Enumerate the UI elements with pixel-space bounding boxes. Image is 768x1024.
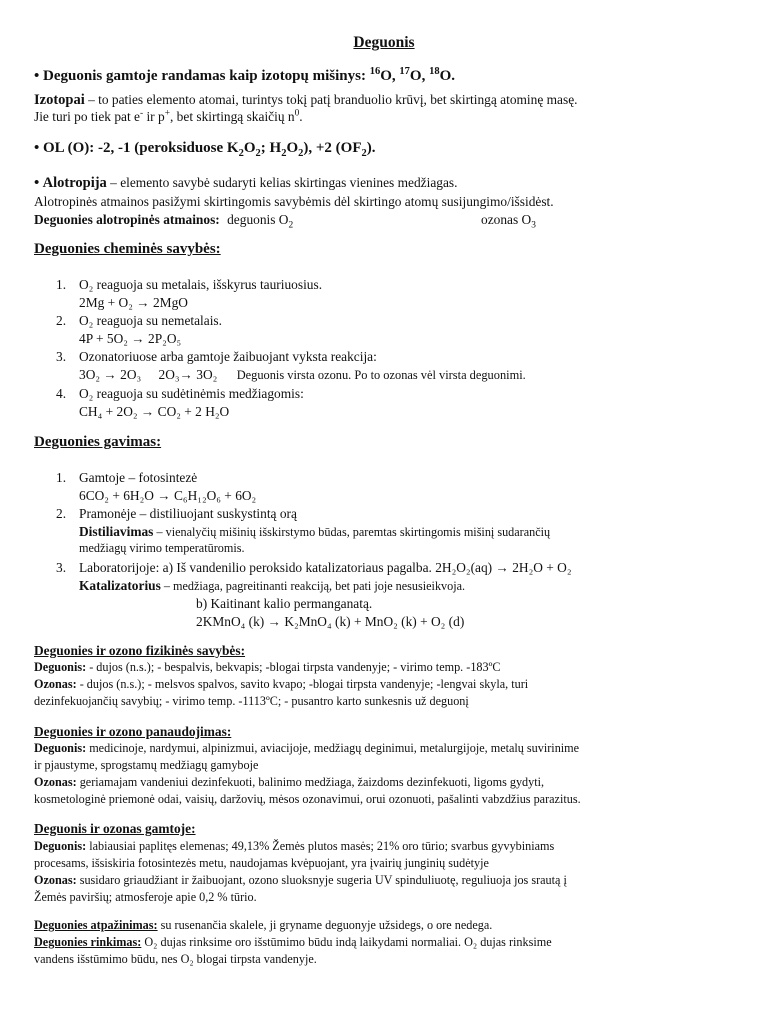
label: Ozonas: xyxy=(34,775,77,789)
sub: 2 xyxy=(255,148,261,159)
sup: - xyxy=(139,108,144,119)
isotope-mass: 18 xyxy=(429,66,440,77)
term: Alotropija xyxy=(42,175,107,191)
list-number: 4. xyxy=(56,386,67,401)
text: ). xyxy=(366,140,376,156)
usage-ozone-line xyxy=(34,776,544,788)
text: medicinoje, nardymui, alpinizmui, aviacijoje, medžiagų deginimui, metalurgijoje, metalų suvirinime xyxy=(86,741,580,755)
physical-ozone-line2: dezinfekuojančių savybių; - virimo temp. -1113ºC; - pusantro karto sunkesnis už deguonį xyxy=(34,694,469,708)
text: labiausiai paplitęs elemenas; 49,13% Žemės plutos masės; 21% oro tūrio; svarbus gyvybiniams xyxy=(86,839,555,853)
isotope-symbol: O xyxy=(380,68,392,84)
bullet-icon: • xyxy=(34,140,40,156)
isotopes-lead: Deguonis gamtoje randamas kaip izotopų mišinys: xyxy=(43,68,366,84)
list-number: 1. xyxy=(56,470,67,485)
recognition-line xyxy=(34,919,492,931)
equation-line xyxy=(79,368,526,381)
bullet-icon: • xyxy=(34,175,40,191)
equation: 4P + 5O₂ → 2P₂O₅ xyxy=(79,331,182,346)
page-title: Deguonis xyxy=(353,34,415,51)
sub: 3 xyxy=(531,220,536,231)
collection-line xyxy=(34,936,552,948)
equation: CH₄ + 2O₂ → CO₂ + 2 H₂O xyxy=(79,404,230,419)
bullet-icon: • xyxy=(34,68,40,84)
label: Deguonies atpažinimas: xyxy=(34,918,158,932)
text: - dujos (n.s.); - bespalvis, bekvapis; -blogai tirpsta vandenyje; - virimo temp. -183ºC xyxy=(86,660,501,674)
term: Distiliavimas xyxy=(79,524,154,539)
alotropic-forms-line xyxy=(34,212,536,231)
list-item: Ozonatoriuose arba gamtoje žaibuojant vyksta reakcija: xyxy=(79,349,377,364)
sub: 2 xyxy=(298,148,304,159)
section-heading-nature: Deguonis ir ozonas gamtoje: xyxy=(34,821,196,836)
label: Deguonies rinkimas: xyxy=(34,935,142,949)
section-heading-production: Deguonies gavimas: xyxy=(34,434,162,450)
label: Deguonies alotropinės atmainos: xyxy=(34,212,220,227)
sub: 2 xyxy=(238,148,244,159)
list-number: 2. xyxy=(56,506,67,521)
term: Izotopai xyxy=(34,92,85,108)
nature-ozone-line2: Žemės paviršių; atmosferoje apie 0,2 % tūrio. xyxy=(34,890,257,904)
nature-ozone-line xyxy=(34,874,567,886)
izotopai-line2 xyxy=(34,110,303,123)
list-item: O₂ reaguoja su nemetalais. xyxy=(79,313,222,328)
equation: 2Mg + O₂ → 2MgO xyxy=(79,295,188,310)
text: ), +2 (OF xyxy=(303,140,362,156)
izotopai-definition xyxy=(34,93,578,108)
text: geriamajam vandeniui dezinfekuoti, balinimo medžiaga, žaizdoms dezinfekuoti, ligoms gydyti, xyxy=(76,775,545,789)
list-subitem: b) Kaitinant kalio permanganatą. xyxy=(196,596,373,611)
oxidation-states-line xyxy=(34,140,376,159)
text: , bet skirtingą skaičių n xyxy=(169,109,295,124)
isotope-symbol: O. xyxy=(439,68,455,84)
text: . xyxy=(299,109,303,124)
usage-oxygen-line xyxy=(34,742,579,754)
text: O₂ dujas rinksime oro išstūmimo būdu indą laikydami normaliai. O₂ dujas rinksime xyxy=(141,935,552,949)
list-item: Pramonėje – distiliuojant suskystintą orą xyxy=(79,506,297,521)
text: O xyxy=(243,140,256,156)
physical-ozone-line xyxy=(34,678,528,690)
list-item: O₂ reaguoja su metalais, išskyrus tauriuosius. xyxy=(79,277,323,292)
list-number: 1. xyxy=(56,277,67,292)
usage-ozone-line2: kosmetologinė priemonė odai, vaisių, daržovių, mėsos ozonavimui, orui ozonuoti, pašalinti vabzdžius parazitus. xyxy=(34,792,581,806)
distiliavimas-definition xyxy=(79,525,550,538)
alotropija-line2: Alotropinės atmainos pasižymi skirtingomis savybėmis dėl skirtingo atomų susijungimo/išsidėst. xyxy=(34,194,554,209)
nature-oxygen-line xyxy=(34,840,554,852)
sub: 2 xyxy=(281,148,287,159)
text: susidaro griaudžiant ir žaibuojant, ozono sluoksnyje sugeria UV spinduliuotę, reguliuoja jos srautą į xyxy=(76,873,567,887)
nature-oxygen-line2: procesams, išsiskiria fotosintezės metu, naudojamas kvėpuojant, yra įvairių junginių sudėtyje xyxy=(34,856,489,870)
section-heading-usage: Deguonies ir ozono panaudojimas: xyxy=(34,724,232,739)
section-heading-chemical: Deguonies cheminės savybės: xyxy=(34,241,221,257)
sub: 2 xyxy=(361,148,367,159)
label: Deguonis: xyxy=(34,839,87,853)
definition-text: – medžiaga, pagreitinanti reakciją, bet pati joje nesusieikvoja. xyxy=(160,579,466,593)
list-number: 3. xyxy=(56,560,67,575)
sup: 0 xyxy=(294,108,300,119)
collection-line2: vandens išstūmimo būdu, nes O₂ blogai tirpsta vandenyje. xyxy=(34,952,317,966)
isotope-symbol: O xyxy=(409,68,422,84)
label: Deguonis: xyxy=(34,741,87,755)
equation: 3O₂ → 2O₃ xyxy=(79,367,142,382)
physical-oxygen-line xyxy=(34,661,501,673)
katalizatorius-definition xyxy=(79,579,465,592)
definition-text: medžiagų virimo temperatūromis. xyxy=(79,541,245,555)
list-item: Gamtoje – fotosintezė xyxy=(79,470,198,485)
list-item: O₂ reaguoja su sudėtinėmis medžiagomis: xyxy=(79,386,304,401)
list-item: Laboratorijoje: a) Iš vandenilio peroksido katalizatoriaus pagalba. 2H₂O₂(aq) → 2H₂O + O₂ xyxy=(79,560,572,575)
text: ; H xyxy=(260,140,282,156)
equation: 6CO₂ + 6H₂O → C₆H₁₂O₆ + 6O₂ xyxy=(79,488,257,503)
isotope-mass: 17 xyxy=(399,66,410,77)
text: ozonas O xyxy=(481,212,532,227)
label: Ozonas: xyxy=(34,677,77,691)
section-heading-physical: Deguonies ir ozono fizikinės savybės: xyxy=(34,643,246,658)
definition-text: – to paties elemento atomai, turintys tokį patį branduolio krūvį, bet skirtingą atominę masę. xyxy=(84,92,578,107)
alotropija-definition xyxy=(34,176,457,191)
text: Jie turi po tiek pat e xyxy=(34,109,140,124)
text: - dujos (n.s.); - melsvos spalvos, savito kvapo; -blogai tirpsta vandenyje; -lengvai skyla, turi xyxy=(76,677,529,691)
text: O xyxy=(286,140,299,156)
note: Deguonis virsta ozonu. Po to ozonas vėl virsta deguonimi. xyxy=(236,368,526,382)
label: Ozonas: xyxy=(34,873,77,887)
isotopes-line: • Deguonis gamtoje randamas kaip izotopų mišinys: $^{16}$O, $^{17}$O, $^{18}$O. xyxy=(34,66,455,84)
label: Deguonis: xyxy=(34,660,87,674)
text: OL (O): -2, -1 (peroksiduose K xyxy=(43,140,239,156)
definition-text: – elemento savybė sudaryti kelias skirtingas vienines medžiagas. xyxy=(106,175,458,190)
list-number: 3. xyxy=(56,349,67,364)
term: Katalizatorius xyxy=(79,578,161,593)
sub: 2 xyxy=(288,220,294,231)
sup: + xyxy=(164,108,170,119)
isotope-mass: 16 xyxy=(369,66,381,77)
text: deguonis O xyxy=(227,212,289,227)
text: ir p xyxy=(143,109,165,124)
usage-oxygen-line2: ir pjaustyme, sprogstamų medžiagų gamyboje xyxy=(34,758,259,772)
equation: 2KMnO₄ (k) → K₂MnO₄ (k) + MnO₂ (k) + O₂ (d) xyxy=(196,614,465,629)
equation: 2O₃→ 3O₂ xyxy=(158,367,218,382)
list-number: 2. xyxy=(56,313,67,328)
text: su rusenančia skalele, ji gryname deguonyje užsidegs, o ore nedega. xyxy=(157,918,493,932)
definition-text: – vienalyčių mišinių išskirstymo būdas, paremtas skirtingomis mišinį sudarančių xyxy=(153,525,551,539)
